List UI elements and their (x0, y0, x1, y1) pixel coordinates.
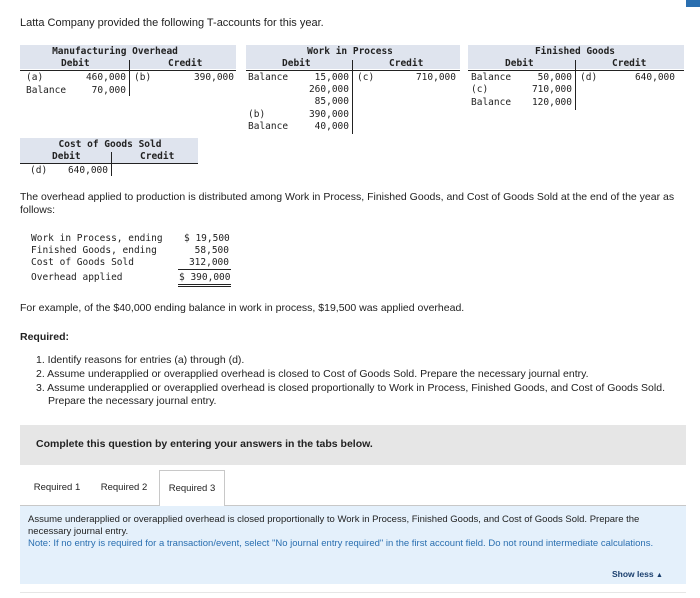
wip-credit-header: Credit (389, 58, 424, 69)
dist-value: 58,500 (194, 245, 229, 256)
moh-d-value: 70,000 (91, 85, 126, 96)
tab-required-3[interactable]: Required 3 (159, 470, 225, 506)
panel-note: Note: If no entry is required for a transaction/event, select "No journal entry required" in the first account field. Do not round intermediate calculations. (28, 538, 654, 549)
fg-c-label: (d) (580, 72, 598, 83)
wip-d-value: 85,000 (314, 96, 349, 107)
moh-c-value: 390,000 (193, 72, 234, 83)
dist-label: Work in Process, ending (31, 233, 163, 244)
wip-t-vline (352, 60, 353, 134)
fg-d-value: 120,000 (531, 97, 572, 108)
dist-total: $ 390,000 (179, 272, 231, 283)
wip-d-label: (b) (248, 109, 266, 120)
moh-d-label: (a) (26, 72, 44, 83)
dist-double-underline-2 (178, 286, 231, 287)
moh-d-label: Balance (26, 85, 67, 96)
dist-value: $ 19,500 (184, 233, 230, 244)
complete-question-text: Complete this question by entering your answers in the tabs below. (36, 438, 373, 450)
cogs-debit-header: Debit (52, 151, 81, 162)
required-item: 1. Identify reasons for entries (a) through (d). (36, 354, 245, 366)
distribution-paragraph: The overhead applied to production is distributed among Work in Process, Finished Goods, and Cost of Goods Sold at the end of the year as follows: (20, 191, 675, 216)
caret-up-icon: ▲ (655, 572, 663, 579)
fg-d-label: (c) (471, 84, 489, 95)
wip-c-value: 710,000 (415, 72, 456, 83)
fg-debit-header: Debit (505, 58, 534, 69)
dist-underline (178, 269, 231, 270)
moh-debit-header: Debit (61, 58, 90, 69)
cogs-credit-header: Credit (140, 151, 175, 162)
cogs-t-vline (111, 152, 112, 176)
wip-d-label: Balance (248, 72, 289, 83)
wip-title: Work in Process (307, 46, 393, 57)
example-text: For example, of the $40,000 ending balance in work in process, $19,500 was applied overhead. (20, 302, 465, 314)
fg-c-value: 640,000 (634, 72, 675, 83)
wip-debit-header: Debit (282, 58, 311, 69)
fg-d-label: Balance (471, 97, 512, 108)
moh-c-label: (b) (134, 72, 152, 83)
show-less-label: Show less (612, 569, 654, 579)
moh-t-vline (129, 60, 130, 96)
fg-d-value: 710,000 (531, 84, 572, 95)
dist-label: Cost of Goods Sold (31, 257, 134, 268)
tab-required-2[interactable]: Required 2 (94, 470, 154, 505)
dist-double-underline-1 (178, 284, 231, 285)
wip-c-label: (c) (357, 72, 375, 83)
wip-d-value: 390,000 (308, 109, 349, 120)
moh-t-hline (20, 70, 236, 71)
bottom-divider (20, 592, 686, 593)
fg-d-label: Balance (471, 72, 512, 83)
show-less-link[interactable] (612, 569, 663, 579)
intro-text: Latta Company provided the following T-accounts for this year. (20, 17, 324, 29)
corner-badge (686, 0, 700, 7)
cogs-d-label: (d) (30, 165, 48, 176)
required-item: 3. Assume underapplied or overapplied overhead is closed proportionally to Work in Process, Finished Goods, and Cost of Goods Sold. Prepare the necessary journal entry. (36, 382, 665, 407)
dist-label: Overhead applied (31, 272, 123, 283)
required-title: Required: (20, 331, 70, 343)
dist-label: Finished Goods, ending (31, 245, 157, 256)
wip-d-value: 260,000 (308, 84, 349, 95)
panel-instruction: Assume underapplied or overapplied overhead is closed proportionally to Work in Process, Finished Goods, and Cost of Goods Sold. Prepare the necessary journal entry. (28, 514, 640, 537)
fg-d-value: 50,000 (537, 72, 572, 83)
fg-credit-header: Credit (612, 58, 647, 69)
wip-d-value: 40,000 (314, 121, 349, 132)
moh-credit-header: Credit (168, 58, 203, 69)
fg-title: Finished Goods (534, 46, 616, 57)
moh-title: Manufacturing Overhead (52, 46, 178, 57)
fg-t-vline (575, 60, 576, 110)
wip-d-label: Balance (248, 121, 289, 132)
dist-value: 312,000 (188, 257, 229, 268)
cogs-t-hline (20, 163, 198, 164)
cogs-title: Cost of Goods Sold (58, 139, 162, 150)
cogs-d-value: 640,000 (67, 165, 108, 176)
required-item: 2. Assume underapplied or overapplied overhead is closed to Cost of Goods Sold. Prepare the necessary journal entry. (36, 368, 589, 380)
wip-d-value: 15,000 (314, 72, 349, 83)
tab-required-1[interactable]: Required 1 (27, 470, 87, 505)
wip-t-hline (246, 70, 460, 71)
moh-d-value: 460,000 (85, 72, 126, 83)
fg-t-hline (468, 70, 684, 71)
